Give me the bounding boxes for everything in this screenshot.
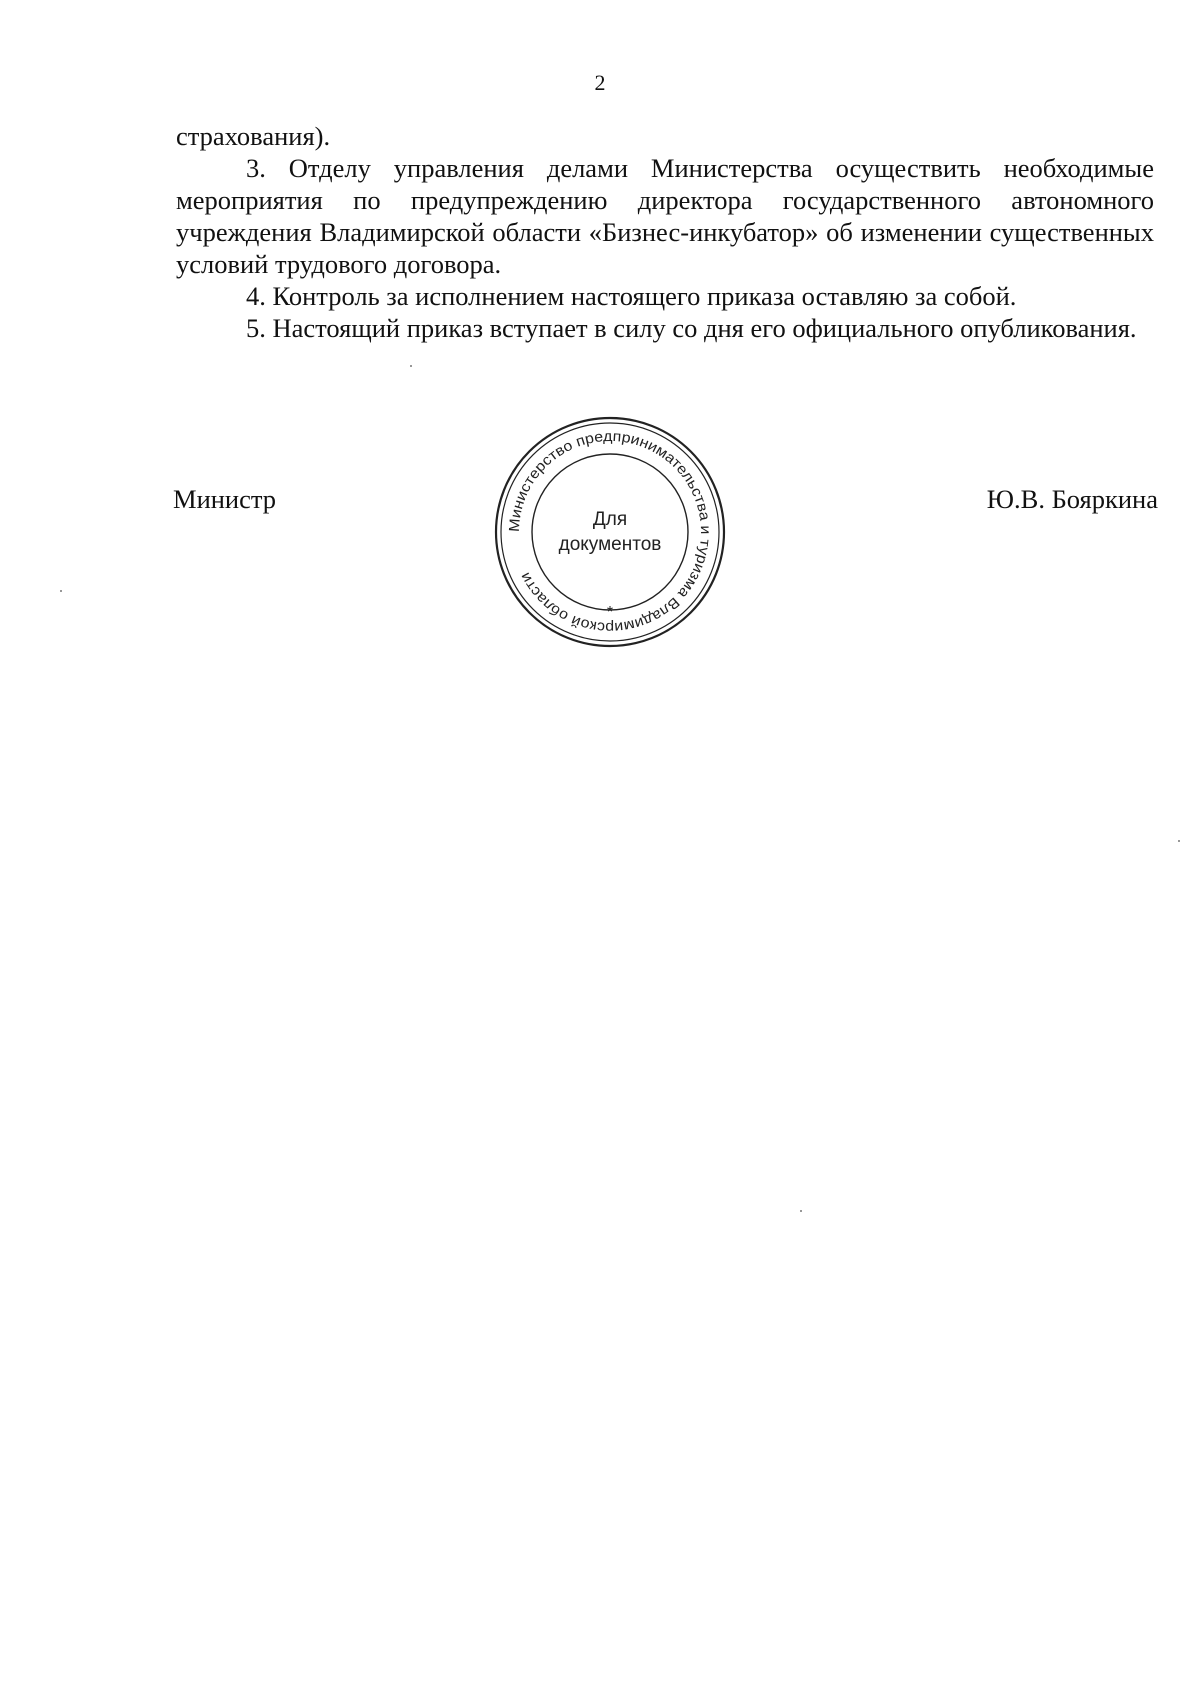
official-seal-stamp: [490, 412, 730, 652]
scan-speck: [1178, 840, 1180, 842]
paragraph-item-3: 3. Отделу управления делами Министерства осуществить необходимые мероприятия по предупреждению директора государственного автономного учреждения Владимирской области «Бизнес-инкубатор» об изменении существенных условий трудового договора.: [176, 153, 1154, 279]
signatory-position: Министр: [173, 484, 277, 514]
seal-inner-ring: [532, 454, 688, 610]
paragraph-item-4: 4. Контроль за исполнением настоящего приказа оставляю за собой.: [246, 281, 1017, 311]
scan-speck: [800, 1210, 802, 1212]
seal-center-line2: документов: [558, 534, 662, 555]
seal-center-line1: Для: [592, 509, 628, 530]
paragraph-item-5: 5. Настоящий приказ вступает в силу со дня его официального опубликования.: [246, 313, 1137, 343]
scan-speck: [410, 365, 412, 367]
page-number: 2: [594, 70, 606, 95]
seal-star: *: [606, 604, 614, 621]
signatory-name: Ю.В. Бояркина: [986, 484, 1158, 514]
paragraph-continuation: страхования).: [176, 121, 331, 151]
document-body: [176, 120, 1154, 344]
seal-graphic: [490, 412, 730, 652]
seal-ring-text: Министерство предпринимательства и туризма Владимирской области: [506, 428, 714, 636]
scan-speck: [60, 590, 62, 592]
